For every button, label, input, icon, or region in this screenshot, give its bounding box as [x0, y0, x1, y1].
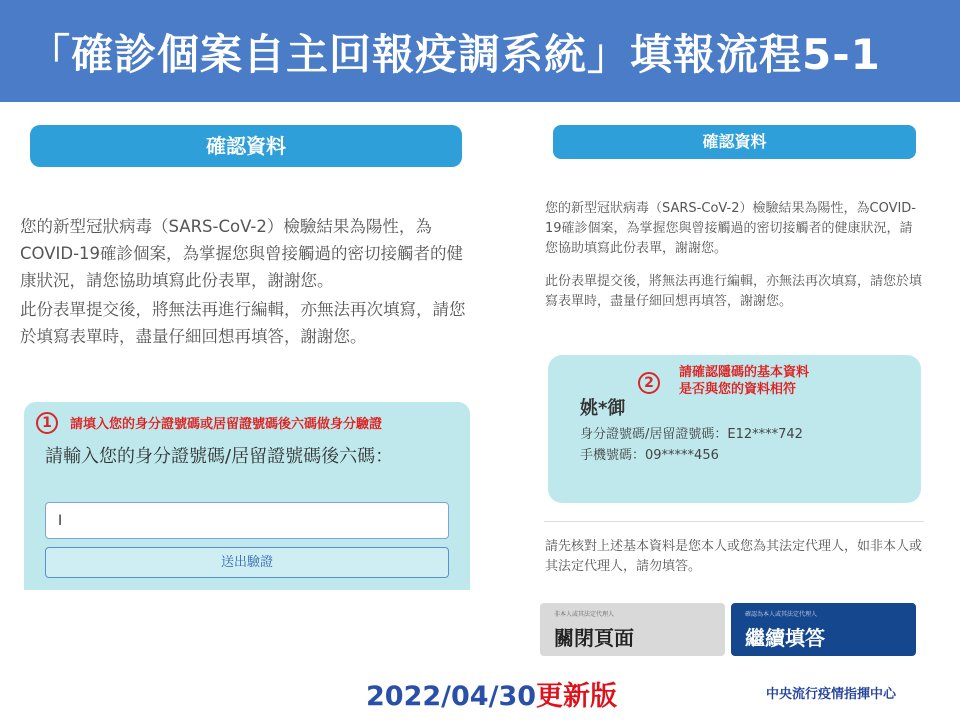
close-page-caption: 非本人或其法定代理人 [554, 611, 615, 618]
masked-phone-number: 手機號碼：09*****456 [580, 448, 719, 463]
step-1-annotation: 請填入您的身分證號碼或居留證號碼後六碼做身分驗證 [70, 417, 383, 432]
update-date-suffix: 更新版 [536, 681, 618, 712]
right-intro-paragraph: 您的新型冠狀病毒（SARS-CoV-2）檢驗結果為陽性，為COVID-19確診個案，為掌握您與曾接觸過的密切接觸者的健康狀況，請您協助填寫此份表單，謝謝您。 [545, 201, 916, 256]
step-1-badge: 1 [36, 412, 58, 434]
step-2-badge: 2 [638, 372, 660, 394]
id-last-six-input[interactable] [45, 502, 449, 539]
update-date-value: 2022/04/30 [366, 681, 537, 712]
step-2-annotation [679, 364, 879, 398]
section-divider [544, 521, 924, 522]
left-intro-paragraph: 您的新型冠狀病毒（SARS-CoV-2）檢驗結果為陽性，為COVID-19確診個案，為掌握您與曾接觸過的密切接觸者的健康狀況，請您協助填寫此份表單，謝謝您。 [20, 217, 464, 290]
id-input-prompt: 請輸入您的身分證號碼/居留證號碼後六碼： [45, 446, 394, 467]
title-banner [0, 0, 960, 102]
step-2-annotation-line1: 請確認隱碼的基本資料 [679, 365, 810, 380]
masked-id-number: 身分證號碼/居留證號碼：E12****742 [580, 427, 803, 442]
submit-verification-button[interactable]: 送出驗證 [45, 547, 449, 578]
left-notice-paragraph: 此份表單提交後，將無法再進行編輯，亦無法再次填寫，請您於填寫表單時，盡量仔細回想再填答，謝謝您。 [20, 300, 466, 346]
step-2-annotation-line2: 是否與您的資料相符 [679, 382, 797, 397]
organization-name: 中央流行疫情指揮中心 [766, 687, 897, 702]
close-page-label: 關閉頁面 [554, 626, 634, 650]
verify-identity-paragraph: 請先核對上述基本資料是您本人或您為其法定代理人，如非本人或其法定代理人，請勿填答。 [545, 539, 923, 574]
continue-caption: 確認為本人或其法定代理人 [745, 611, 818, 618]
left-confirm-data-bar: 確認資料 [30, 125, 462, 167]
continue-label: 繼續填答 [745, 626, 825, 650]
page-title: 「確診個案自主回報疫調系統」填報流程5-1 [28, 30, 881, 79]
right-notice-paragraph: 此份表單提交後，將無法再進行編輯，亦無法再次填寫，請您於填寫表單時，盡量仔細回想再填答，謝謝您。 [545, 274, 923, 309]
update-date [366, 674, 617, 713]
right-confirm-data-bar: 確認資料 [553, 125, 916, 159]
continue-filling-button[interactable] [731, 603, 916, 656]
close-page-button[interactable] [540, 603, 725, 656]
masked-person-name: 姚*御 [580, 398, 626, 419]
